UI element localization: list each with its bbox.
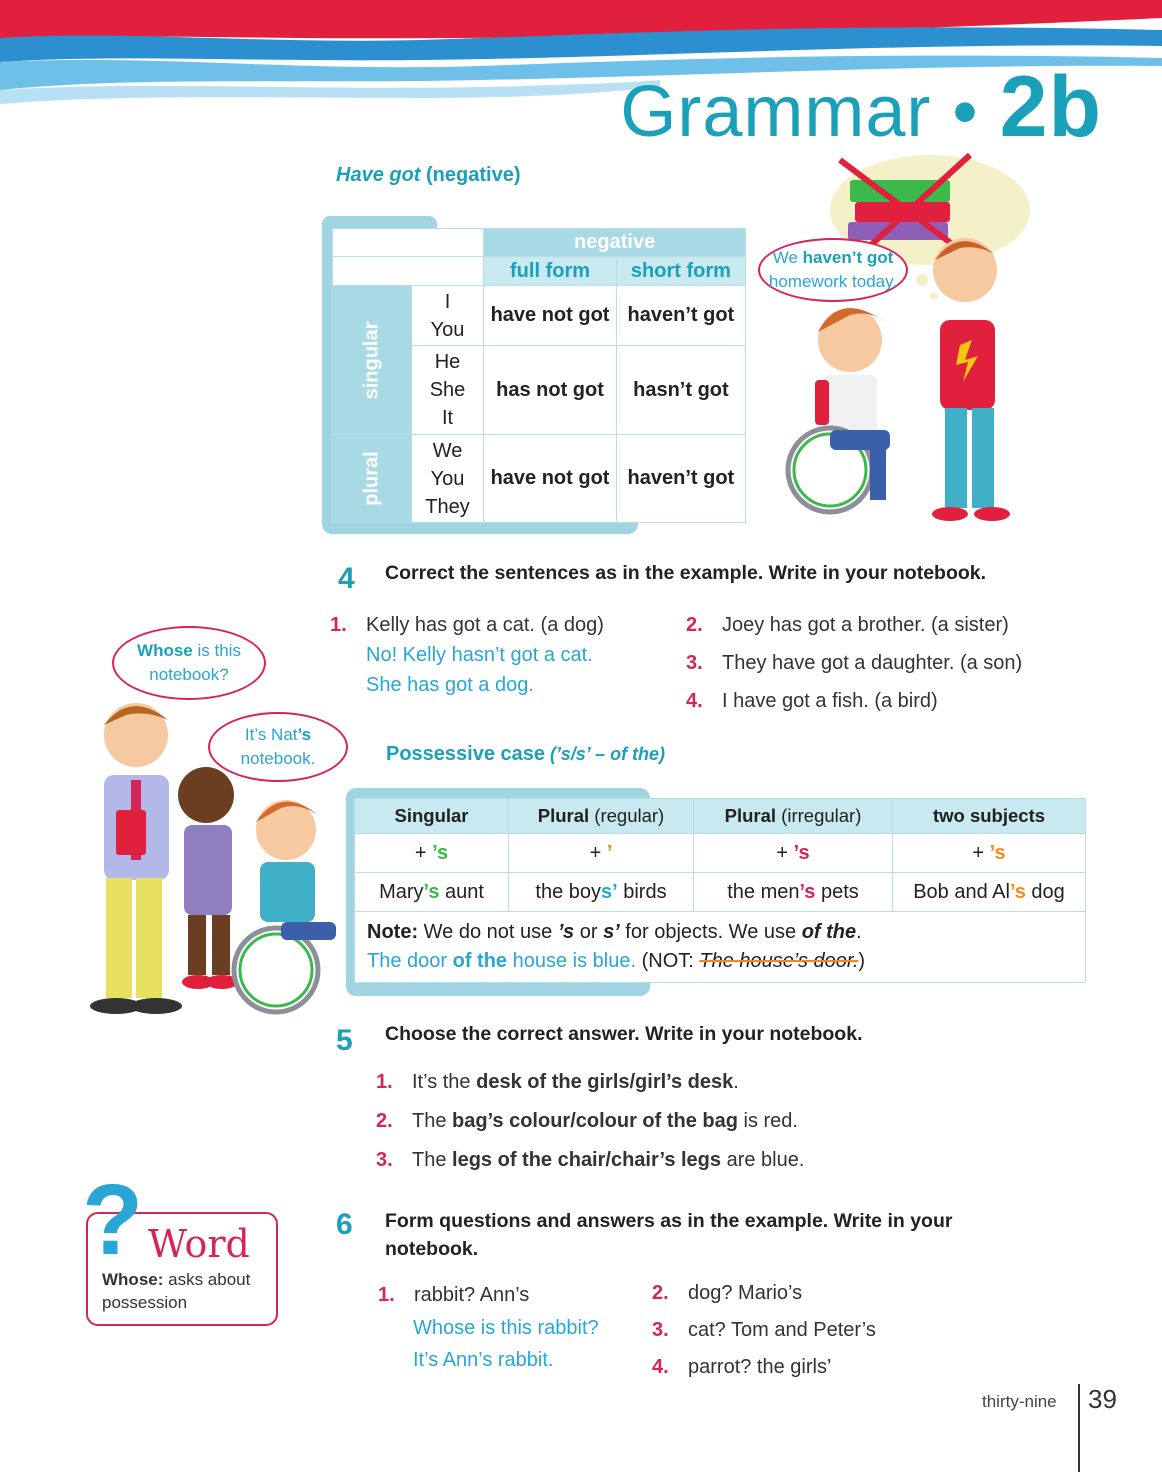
ex6-answer-1b: It’s Ann’s rabbit.	[413, 1349, 554, 1371]
suffix-cell: + ’s	[694, 834, 893, 873]
speech-bubble-nats: It’s Nat’s notebook.	[208, 712, 348, 782]
col-header-two-subjects: two subjects	[893, 799, 1086, 834]
ex4-answer-1b: She has got a dog.	[366, 674, 534, 696]
short-form-header: short form	[616, 257, 745, 286]
ex4-item-4: 4. I have got a fish. (a bird)	[686, 690, 938, 712]
speech-bubble-homework: We haven’t got homework today.	[758, 238, 908, 302]
example-cell: the men’s pets	[694, 873, 893, 912]
have-got-heading: Have got (negative)	[336, 164, 521, 186]
ex4-item-1: 1. Kelly has got a cat. (a dog)	[330, 614, 604, 636]
full-form-cell: have not got	[484, 286, 617, 346]
exercise-4-instruction: Correct the sentences as in the example. Write in your notebook.	[385, 562, 987, 584]
possessive-note: Note: We do not use ’s or s’ for objects. We use of the. The door of the house is blue. (NOT: The house’s door.)	[355, 912, 1086, 983]
full-form-cell: have not got	[484, 435, 617, 523]
ex5-item-3: 3. The legs of the chair/chair’s legs are blue.	[376, 1149, 805, 1171]
ex4-item-2: 2. Joey has got a brother. (a sister)	[686, 614, 1009, 636]
full-form-cell: has not got	[484, 346, 617, 435]
page-number: 39	[1088, 1384, 1117, 1414]
exercise-4-number: 4	[338, 562, 355, 595]
exercise-6-number: 6	[336, 1208, 353, 1241]
singular-label: singular	[333, 286, 412, 435]
example-cell: Mary’s aunt	[355, 873, 509, 912]
negative-header: negative	[484, 229, 746, 257]
plural-label: plural	[333, 435, 412, 523]
example-cell: the boys’ birds	[509, 873, 694, 912]
ex5-item-2: 2. The bag’s colour/colour of the bag is red.	[376, 1110, 798, 1132]
full-form-header: full form	[484, 257, 617, 286]
ex6-item-3: 3. cat? Tom and Peter’s	[652, 1319, 876, 1341]
ex6-item-4: 4. parrot? the girls’	[652, 1356, 832, 1378]
lesson-code: 2b	[999, 59, 1102, 155]
ex6-answer-1a: Whose is this rabbit?	[413, 1317, 599, 1339]
question-mark-icon: ?	[82, 1164, 144, 1276]
word-box-description: Whose: asks about possession	[102, 1270, 251, 1312]
example-cell: Bob and Al’s dog	[893, 873, 1086, 912]
short-form-cell: haven’t got	[616, 286, 745, 346]
exercise-5-number: 5	[336, 1024, 353, 1057]
col-header-plural-irregular: Plural (irregular)	[694, 799, 893, 834]
ex5-item-1: 1. It’s the desk of the girls/girl’s desk.	[376, 1071, 739, 1093]
suffix-cell: + ’s	[893, 834, 1086, 873]
exercise-5-instruction: Choose the correct answer. Write in your notebook.	[385, 1023, 863, 1045]
page-title: Grammar • 2b	[620, 59, 1102, 155]
ex6-item-1: 1. rabbit? Ann’s	[378, 1284, 530, 1306]
have-got-negative-table	[322, 216, 746, 534]
ex6-item-2: 2. dog? Mario’s	[652, 1282, 803, 1304]
col-header-plural-regular: Plural (regular)	[509, 799, 694, 834]
pronoun-cell: We You They	[411, 435, 483, 523]
pronoun-cell: I You	[411, 286, 483, 346]
ex4-answer-1a: No! Kelly hasn’t got a cat.	[366, 644, 593, 666]
possessive-case-table	[346, 788, 1088, 998]
col-header-singular: Singular	[355, 799, 509, 834]
exercise-6-instruction: Form questions and answers as in the example. Write in your notebook.	[385, 1210, 953, 1260]
speech-bubble-whose: Whose is this notebook?	[112, 626, 266, 700]
page-number-words: thirty-nine	[982, 1392, 1057, 1411]
ex4-item-3: 3. They have got a daughter. (a son)	[686, 652, 1023, 674]
short-form-cell: haven’t got	[616, 435, 745, 523]
suffix-cell: + ’	[509, 834, 694, 873]
page-number-divider	[1078, 1384, 1080, 1472]
possessive-heading: Possessive case (’s/s’ – of the)	[386, 743, 666, 765]
word-box-title: Word	[148, 1222, 250, 1266]
suffix-cell: + ’s	[355, 834, 509, 873]
pronoun-cell: He She It	[411, 346, 483, 435]
short-form-cell: hasn’t got	[616, 346, 745, 435]
boys-illustration	[760, 150, 1070, 530]
